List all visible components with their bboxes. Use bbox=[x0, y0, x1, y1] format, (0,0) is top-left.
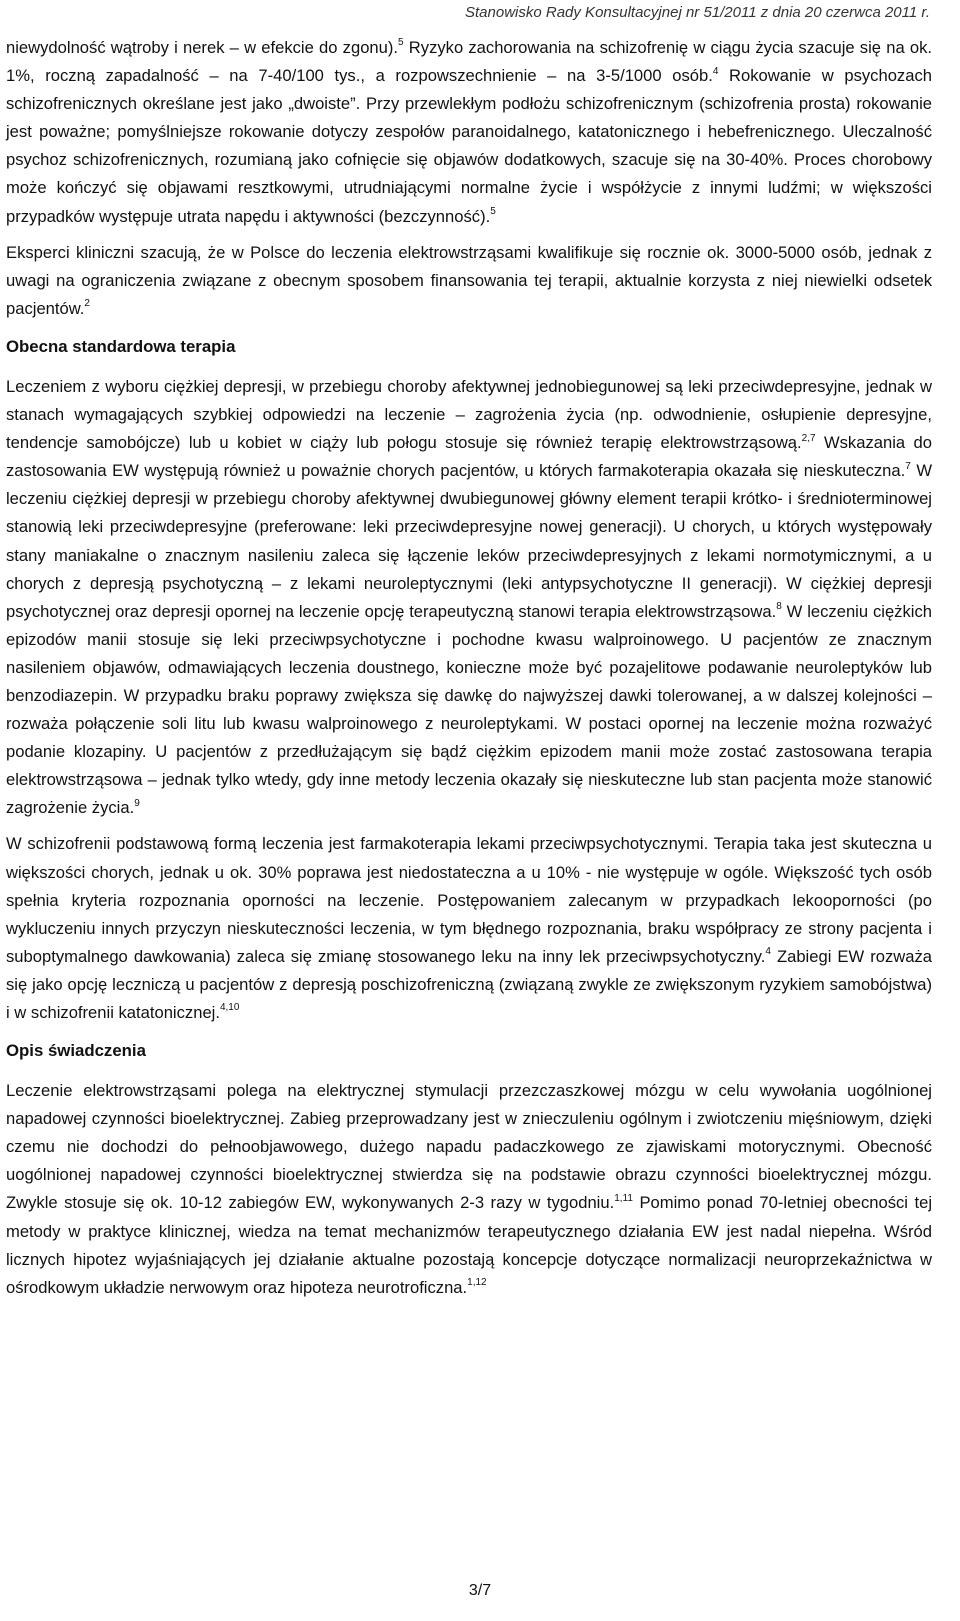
text-run: Leczenie elektrowstrząsami polega na elektrycznej stymulacji przezczaszkowej mózgu w celu wywołania uogólnionej napadowej czynności bioelektrycznej. Zabieg przeprowadzany jest w znieczuleniu ogólnym i zwiotczeniu mięśniowym, dzięki czemu nie dochodzi do pełnoobjawowego, dużego napadu padaczkowego ze zjawiskami motorycznymi. Obecność uogólnionej napadowej czynności bioelektrycznej stwierdza się na podstawie obrazu czynności bioelektrycznej mózgu. Zwykle stosuje się ok. 10-12 zabiegów EW, wykonywanych 2-3 razy w tygodniu. bbox=[6, 1081, 932, 1213]
text-run: niewydolność wątroby i nerek – w efekcie do zgonu). bbox=[6, 38, 399, 57]
citation-ref: 1,12 bbox=[467, 1277, 487, 1289]
citation-ref: 4 bbox=[712, 65, 719, 77]
text-run: W schizofrenii podstawową formą leczenia jest farmakoterapia lekami przeciwpsychotycznymi. Terapia taka jest skuteczna u większości chorych, jednak u ok. 30% poprawa jest niedostateczna a u 10% - nie występuje w ogóle. Większość tych osób spełnia kryteria rozpoznania oporności na leczenie. Postępowaniem zalecanym w przypadkach lekooporności (po wykluczeniu innych przyczyn nieskuteczności leczenia, w tym błędnego rozpoznania, braku współpracy ze strony pacjenta i suboptymalnego dawkowania) zaleca się zmianę stosowanego leku na inny lek przeciwpsychotyczny. bbox=[6, 834, 932, 966]
text-run: Rokowanie w psychozach schizofrenicznych określane jest jako „dwoiste”. Przy przewlekłym podłożu schizofrenicznym (schizofrenia prosta) rokowanie jest poważne; pomyślniejsze rokowanie dotyczy zespołów paranoidalnego, katatonicznego i hebefrenicznego. Uleczalność psychoz schizofrenicznych, rozumianą jako cofnięcie się objawów dodatkowych, szacuje się na 30-40%. Proces chorobowy może kończyć się objawami resztkowymi, utrudniającymi normalne życie i współżycie z innymi ludźmi; w większości przypadków występuje utrata napędu i aktywności (bezczynność). bbox=[6, 66, 932, 226]
page-number: 3/7 bbox=[468, 1582, 492, 1599]
document-body bbox=[6, 34, 932, 1310]
text-run: Eksperci kliniczni szacują, że w Polsce do leczenia elektrowstrząsami kwalifikuje się rocznie ok. 3000-5000 osób, jednak z uwagi na ograniczenia związane z obecnym sposobem finansowania tej terapii, aktualnie korzysta z niej niewielki odsetek pacjentów. bbox=[6, 242, 932, 318]
body-paragraph bbox=[6, 239, 932, 323]
citation-ref: 2,7 bbox=[801, 432, 816, 444]
text-run: Wskazania do zastosowania EW występują również u poważnie chorych pacjentów, u których farmakoterapia okazała się nieskuteczna. bbox=[6, 433, 932, 481]
citation-ref: 2 bbox=[84, 298, 90, 310]
body-paragraph bbox=[6, 373, 932, 823]
body-paragraph bbox=[6, 830, 932, 1027]
text-run: Pomimo ponad 70-letniej obecności tej metody w praktyce klinicznej, wiedza na temat mechanizmów terapeutycznego działania EW jest nadal niepełna. Wśród licznych hipotez wyjaśniających jej działanie aktualne pozostają koncepcje dotyczące normalizacji neuroprzekaźnictwa w ośrodkowym układzie nerwowym oraz hipoteza neurotroficzna. bbox=[6, 1193, 933, 1297]
citation-ref: 7 bbox=[905, 460, 911, 472]
text-run: W leczeniu ciężkiej depresji w przebiegu choroby afektywnej dwubiegunowej główny element terapii krótko- i średnioterminowej stanowią leki przeciwdepresyjne (preferowane: leki przeciwdepresyjne nowej generacji). U chorych, u których występowały stany maniakalne o znacznym nasileniu zaleca się łączenie leków przeciwdepresyjnych z lekami normotymicznymi, a u chorych z depresją psychotyczną – z lekami neuroleptycznymi (leki antypsychotyczne II generacji). W ciężkiej depresji psychotycznej oraz depresji opornej na leczenie opcję terapeutyczną stanowi terapia elektrowstrząsowa. bbox=[6, 461, 933, 621]
section-heading: Obecna standardowa terapia bbox=[6, 336, 236, 356]
text-run: Ryzyko zachorowania na schizofrenię w ciągu życia szacuje się na ok. 1%, roczną zapadalność – na 7-40/100 tys., a rozpowszechnienie – na 3-5/1000 osób. bbox=[6, 38, 932, 86]
citation-ref: 5 bbox=[398, 37, 404, 49]
citation-ref: 8 bbox=[776, 601, 782, 613]
citation-ref: 4,10 bbox=[219, 1002, 240, 1014]
body-paragraph bbox=[6, 1077, 932, 1302]
text-run: W leczeniu ciężkich epizodów manii stosuje się leki przeciwpsychotyczne i pochodne kwasu walproinowego. U pacjentów ze znacznym nasileniem objawów, odmawiających leczenia doustnego, konieczne może być pozajelitowe podawanie neuroleptyków lub benzodiazepin. W przypadku braku poprawy zwiększa się dawkę do najwyższej dawki tolerowanej, a w dalszej kolejności – rozważa połączenie soli litu lub kwasu walproinowego z neuroleptykami. W postaci opornej na leczenie można rozważyć podanie klozapiny. U pacjentów z przedłużającym się bądź ciężkim epizodem manii może zostać zastosowana terapia elektrowstrząsowa – jednak tylko wtedy, gdy inne metody leczenia okazały się nieskuteczne lub stan pacjenta może stanowić zagrożenie życia. bbox=[6, 601, 932, 818]
citation-ref: 9 bbox=[134, 797, 140, 809]
citation-ref: 4 bbox=[765, 946, 771, 958]
text-run: Zabiegi EW rozważa się jako opcję leczniczą u pacjentów z depresją poschizofreniczną (związaną zwykle ze zwiększonym ryzykiem samobójstwa) i w schizofrenii katatonicznej. bbox=[6, 946, 932, 1022]
section-heading: Opis świadczenia bbox=[6, 1041, 146, 1061]
citation-ref: 1,11 bbox=[614, 1192, 633, 1204]
text-run: Leczeniem z wyboru ciężkiej depresji, w przebiegu choroby afektywnej jednobiegunowej są leki przeciwdepresyjne, jednak w stanach wymagających szybkiej odpowiedzi na leczenie – zagrożenia życia (np. odwodnienie, osłupienie depresyjne, tendencje samobójcze) lub u kobiet w ciąży lub połogu stosuje się również terapię elektrowstrząsową. bbox=[6, 376, 932, 453]
body-paragraph bbox=[6, 34, 932, 231]
page-header: Stanowisko Rady Konsultacyjnej nr 51/2011 z dnia 20 czerwca 2011 r. bbox=[465, 4, 930, 21]
citation-ref: 5 bbox=[490, 206, 496, 218]
